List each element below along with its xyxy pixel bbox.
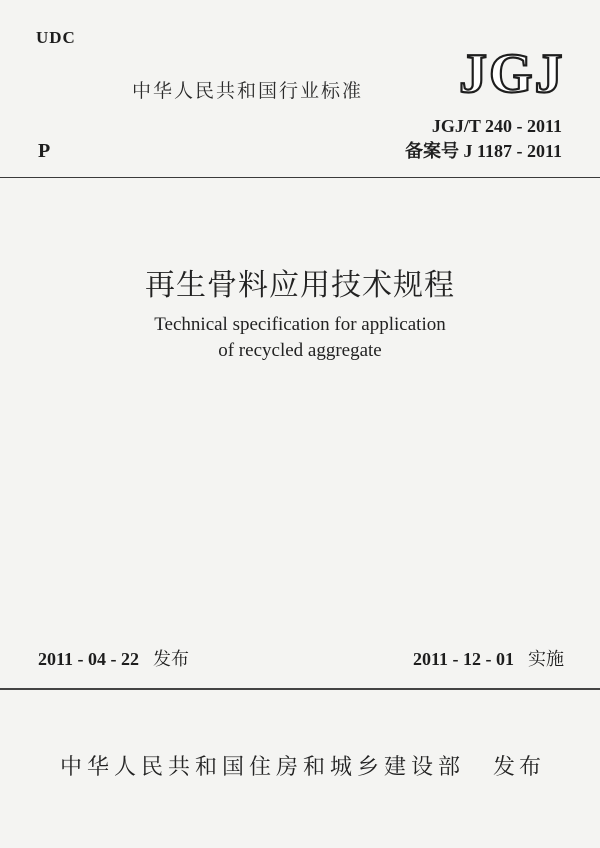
publish-label: 发布 (493, 755, 546, 780)
footer-divider (0, 688, 600, 690)
udc-label: UDC (36, 28, 76, 47)
issue-date-block (38, 645, 189, 671)
standard-number: JGJ/T 240 - 2011 (431, 116, 562, 136)
logo-text: JGJ (459, 43, 565, 104)
title-english-line1: Technical specification for application (154, 314, 446, 335)
issue-date: 2011 - 04 - 22 (38, 649, 139, 669)
implement-label: 实施 (528, 649, 564, 670)
jgj-logo (455, 42, 565, 104)
implement-date: 2011 - 12 - 01 (413, 649, 514, 669)
title-chinese: 再生骨料应用技术规程 (145, 268, 455, 303)
implement-date-block (413, 645, 564, 671)
classification-label: P (38, 140, 51, 162)
record-number: 备案号 J 1187 - 2011 (404, 141, 562, 161)
publisher: 中华人民共和国住房和城乡建设部 (60, 755, 466, 780)
title-english (0, 312, 600, 364)
standard-codes (405, 114, 562, 164)
title-english-line2: of recycled aggregate (218, 340, 382, 361)
header-divider (0, 177, 600, 178)
standard-type: 中华人民共和国行业标准 (132, 80, 364, 102)
issue-label: 发布 (153, 649, 189, 670)
